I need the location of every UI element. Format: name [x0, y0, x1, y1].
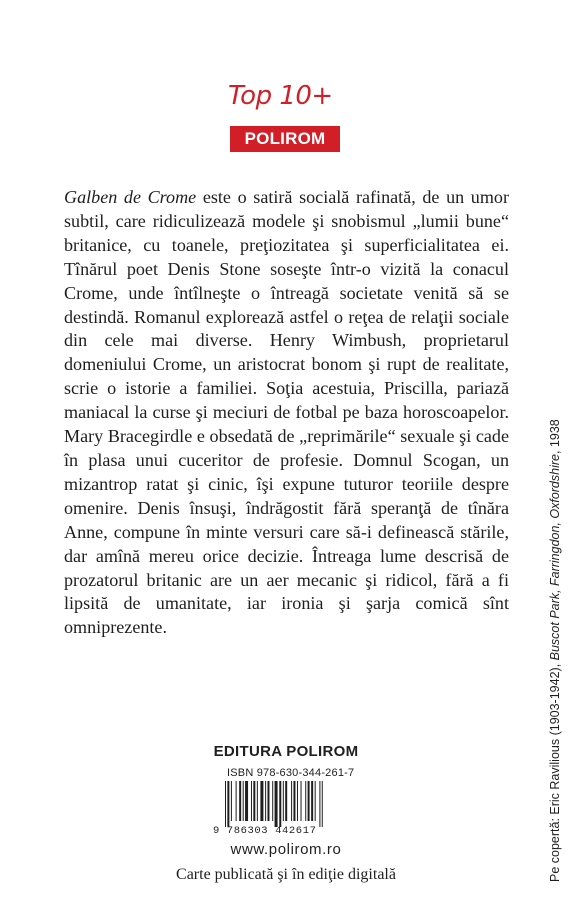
barcode-bars	[225, 781, 355, 827]
barcode-bar	[297, 781, 298, 821]
barcode-bar	[315, 781, 316, 821]
barcode-bar	[291, 781, 292, 821]
barcode-bar	[243, 781, 244, 821]
cover-art-credit	[548, 419, 562, 882]
publisher-name: EDITURA POLIROM	[213, 743, 359, 760]
barcode-bar	[272, 781, 273, 821]
barcode-bar	[231, 781, 232, 821]
publisher-website: www.polirom.ro	[230, 841, 342, 858]
barcode-bar	[260, 781, 263, 821]
credit-work-title: Buscot Park, Farringdon, Oxfordshire	[548, 454, 562, 661]
barcode-digits: 9 786303 442617	[213, 825, 317, 837]
credit-prefix: Pe copertă: Eric Ravilious (1903-1942),	[548, 660, 562, 882]
barcode-bar	[251, 781, 252, 821]
barcode-bar	[225, 781, 226, 827]
barcode-bar	[283, 781, 284, 821]
barcode-bar	[305, 781, 306, 821]
barcode-bar	[253, 781, 255, 821]
blurb-text: este o satiră socială rafinată, de un umor subtil, care ridiculizează modele şi snobismul „lumii bune“ britanice, cu toanele, preţiozitatea şi superficialitatea ei. Tînărul poet Denis Stone soseşte într-o vizită la conacul Crome, unde întîlneşte o întreagă societate venită să se destindă. Romanul explorează astfel o reţea de relaţii sociale din cele mai diverse. Henry Wimbush, proprietarul domeniului Crome, un aristocrat bonom şi rupt de realitate, scrie o istorie a familiei. Soţia acestuia, Priscilla, pariază maniacal la curse şi meciuri de fotbal pe baza horoscoapelor. Mary Bracegirdle e obsedată de „reprimările“ sexuale şi cade în plasa unui cuceritor de profesie. Domnul Scogan, un mizantrop ratat şi cinic, îşi expune tuturor teoriile despre omenire. Denis însuşi, îndrăgostit fără speranţă de tînăra Anne, compune în minte versuri care să-i definească stările, dar amînă mereu orice decizie. Întreaga lume descrisă de prozatorul britanic are un aer mecanic şi ridicol, fără a fi lipsită de umanitate, iar ironia şi şarja comică sînt omniprezente.	[64, 187, 509, 638]
barcode-bar	[275, 781, 278, 827]
isbn-number: ISBN 978-630-344-261-7	[227, 767, 355, 779]
barcode-bar	[265, 781, 266, 821]
barcode-bar	[319, 781, 320, 827]
barcode-bar	[257, 781, 258, 821]
barcode-bar	[236, 781, 237, 821]
barcode-bar	[245, 781, 248, 821]
book-blurb	[64, 186, 509, 640]
barcode-bar	[293, 781, 295, 821]
barcode-bar	[311, 781, 313, 821]
barcode-bar	[301, 781, 302, 821]
barcode-bar	[227, 781, 229, 827]
barcode-bar	[308, 781, 310, 821]
credit-suffix: , 1938	[548, 419, 562, 455]
series-logo-top10: Top 10+	[228, 81, 333, 111]
barcode-bar	[239, 781, 241, 821]
isbn-barcode	[213, 767, 363, 837]
barcode-bar	[322, 781, 323, 827]
book-title: Galben de Crome	[64, 187, 197, 207]
barcode-bar	[285, 781, 287, 821]
barcode-bar	[279, 781, 281, 827]
publisher-badge: POLIROM	[230, 126, 340, 152]
digital-edition-note: Carte publicată şi în ediţie digitală	[176, 866, 396, 883]
barcode-bar	[267, 781, 269, 821]
